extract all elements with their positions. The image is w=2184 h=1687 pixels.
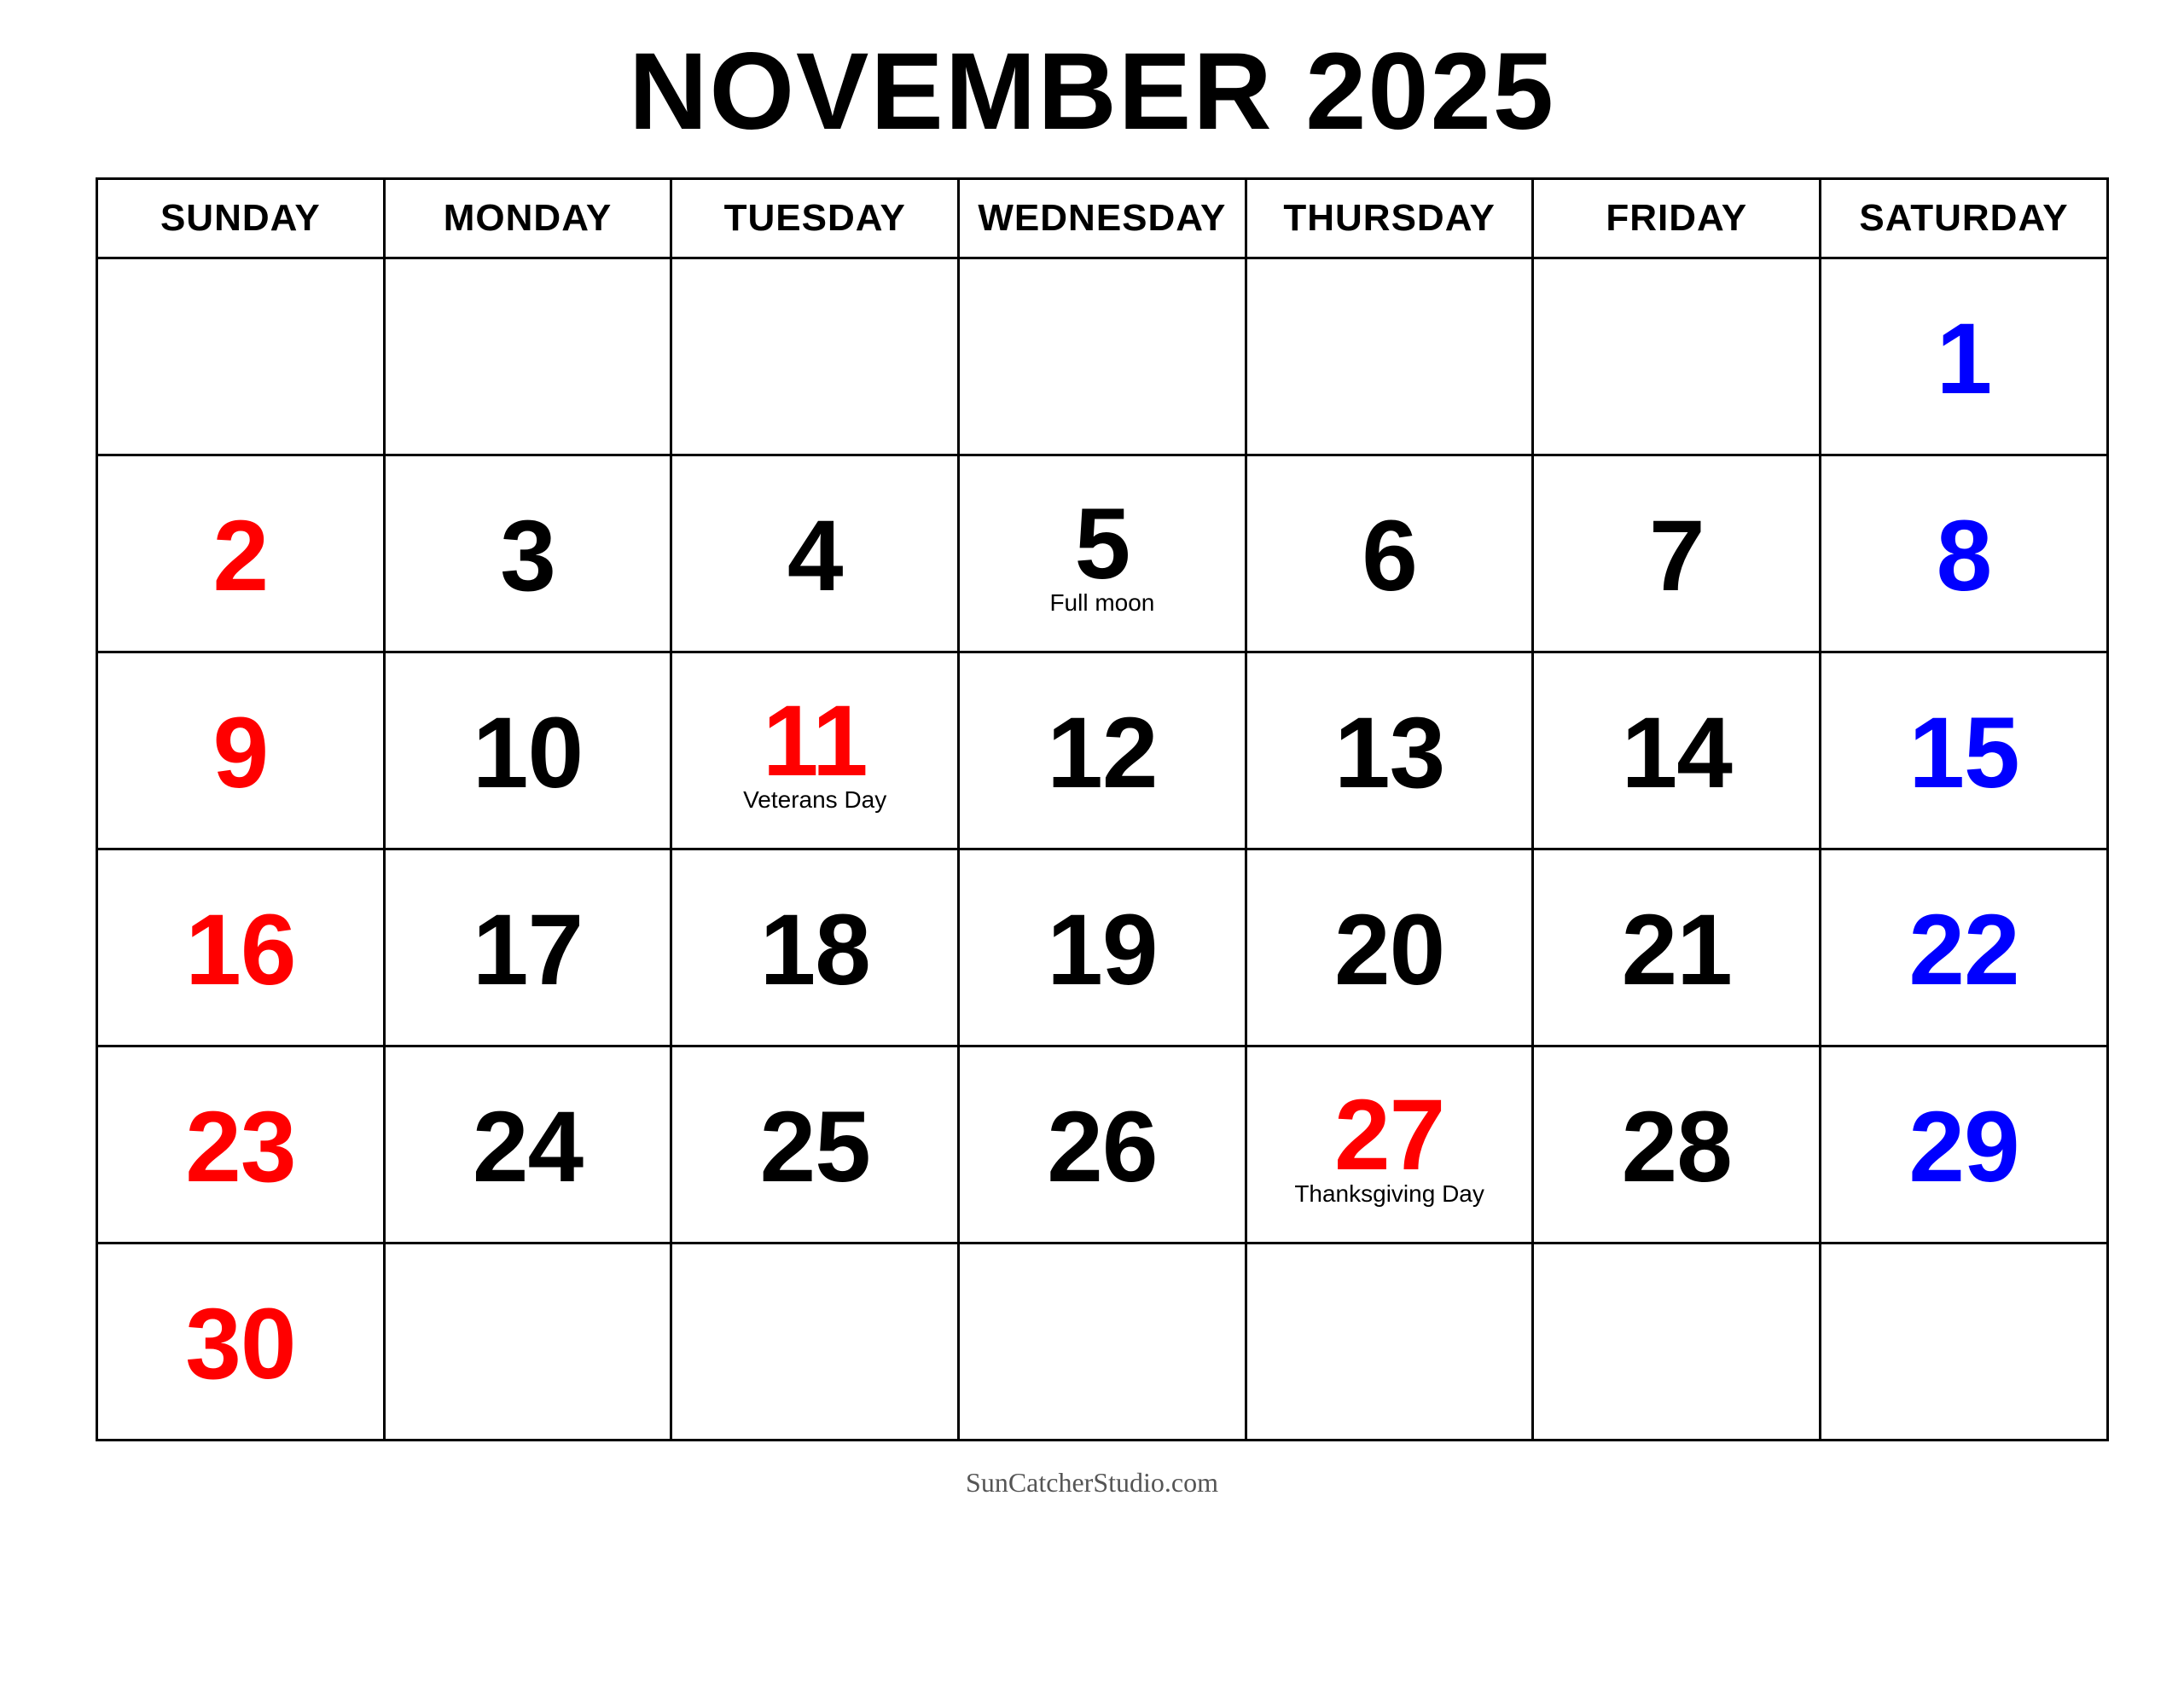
calendar-empty-cell [384,258,671,455]
day-cell-content [1821,1244,2106,1439]
day-cell-content [386,1047,671,1242]
day-cell-content [386,259,671,454]
calendar-empty-cell [959,258,1246,455]
calendar-day-cell[interactable] [959,455,1246,652]
calendar-day-cell[interactable] [1821,849,2108,1046]
calendar-empty-cell [671,258,959,455]
calendar-day-cell[interactable] [384,849,671,1046]
calendar-day-cell[interactable] [97,652,385,849]
day-cell-content [960,1244,1245,1439]
weekday-header-sunday: SUNDAY [97,179,385,258]
calendar-day-cell[interactable] [959,1046,1246,1244]
calendar-empty-cell [959,1244,1246,1441]
day-cell-content [1534,653,1819,848]
day-cell-content [672,653,957,848]
day-number: 3 [500,499,555,612]
calendar-week-row [97,849,2108,1046]
day-number: 17 [472,893,584,1006]
day-cell-content [672,850,957,1045]
calendar-week-row [97,652,2108,849]
day-number: 6 [1362,499,1417,612]
day-number: 11 [762,684,868,797]
day-number: 30 [185,1287,296,1400]
day-cell-content [98,259,383,454]
calendar-week-row [97,455,2108,652]
calendar-empty-cell [1246,1244,1533,1441]
day-cell-content [1534,1244,1819,1439]
weekday-header-thursday: THURSDAY [1246,179,1533,258]
day-number: 12 [1047,696,1158,809]
day-cell-content [1534,1047,1819,1242]
day-cell-content [1534,259,1819,454]
day-cell-content [1534,850,1819,1045]
day-cell-content [386,456,671,651]
day-cell-content [1534,456,1819,651]
day-cell-content [960,850,1245,1045]
day-cell-content [960,1047,1245,1242]
calendar-day-cell[interactable] [97,455,385,652]
day-number: 16 [185,893,296,1006]
calendar-day-cell[interactable] [959,849,1246,1046]
day-event-label: Thanksgiving Day [1294,1180,1484,1208]
day-number: 1 [1936,302,1992,415]
day-number: 22 [1908,893,2019,1006]
calendar-day-cell[interactable] [1246,1046,1533,1244]
weekday-header-friday: FRIDAY [1533,179,1821,258]
day-cell-content [672,1244,957,1439]
calendar-day-cell[interactable] [1821,652,2108,849]
day-number: 27 [1333,1078,1445,1191]
day-number: 10 [472,696,584,809]
calendar-day-cell[interactable] [671,1046,959,1244]
weekday-header-monday: MONDAY [384,179,671,258]
calendar-table [96,177,2109,1441]
day-cell-content [960,259,1245,454]
day-cell-content [960,653,1245,848]
day-number: 24 [472,1090,584,1203]
day-number: 25 [759,1090,870,1203]
calendar-day-cell[interactable] [97,1244,385,1441]
day-cell-content [1247,1244,1532,1439]
calendar-day-cell[interactable] [1533,849,1821,1046]
day-number: 20 [1333,893,1445,1006]
day-number: 29 [1908,1090,2019,1203]
weekday-header-row [97,179,2108,258]
day-event-label: Veterans Day [743,786,887,814]
calendar-day-cell[interactable] [384,455,671,652]
day-cell-content [386,850,671,1045]
day-number: 26 [1047,1090,1158,1203]
day-cell-content [386,1244,671,1439]
calendar-empty-cell [1533,258,1821,455]
day-cell-content [672,456,957,651]
day-number: 28 [1621,1090,1732,1203]
calendar-day-cell[interactable] [1246,652,1533,849]
day-number: 14 [1621,696,1732,809]
day-number: 8 [1936,499,1992,612]
day-number: 15 [1908,696,2019,809]
calendar-day-cell[interactable] [1533,1046,1821,1244]
day-cell-content [1821,1047,2106,1242]
calendar-day-cell[interactable] [384,652,671,849]
calendar-day-cell[interactable] [97,849,385,1046]
calendar-day-cell[interactable] [1533,652,1821,849]
calendar-day-cell[interactable] [671,849,959,1046]
calendar-day-cell[interactable] [671,652,959,849]
day-number: 23 [185,1090,296,1203]
calendar-day-cell[interactable] [1821,258,2108,455]
calendar-day-cell[interactable] [1246,849,1533,1046]
footer-credit: SunCatcherStudio.com [966,1467,1218,1498]
day-cell-content [1821,259,2106,454]
weekday-header-saturday: SATURDAY [1821,179,2108,258]
day-cell-content [1247,259,1532,454]
day-cell-content [1821,850,2106,1045]
day-cell-content [1821,456,2106,651]
calendar-body [97,258,2108,1441]
day-cell-content [1247,1047,1532,1242]
calendar-empty-cell [1246,258,1533,455]
day-cell-content [1247,456,1532,651]
day-cell-content [98,653,383,848]
day-number: 19 [1047,893,1158,1006]
calendar-empty-cell [97,258,385,455]
page-title: NOVEMBER 2025 [629,31,1555,153]
calendar-week-row [97,1244,2108,1441]
calendar-day-cell[interactable] [1246,455,1533,652]
day-number: 13 [1333,696,1445,809]
calendar-week-row [97,1046,2108,1244]
calendar-day-cell[interactable] [384,1046,671,1244]
calendar-empty-cell [1533,1244,1821,1441]
day-number: 21 [1621,893,1732,1006]
day-number: 2 [212,499,269,612]
day-number: 4 [787,499,843,612]
day-cell-content [672,1047,957,1242]
day-number: 7 [1648,499,1705,612]
day-cell-content [98,850,383,1045]
calendar-empty-cell [1821,1244,2108,1441]
day-cell-content [960,456,1245,651]
day-cell-content [1247,850,1532,1045]
calendar-day-cell[interactable] [671,455,959,652]
day-number: 18 [759,893,870,1006]
day-cell-content [98,1244,383,1439]
day-event-label: Full moon [1049,589,1155,617]
calendar-day-cell[interactable] [97,1046,385,1244]
day-number: 5 [1074,487,1130,600]
calendar-container [96,177,2088,1441]
calendar-empty-cell [671,1244,959,1441]
calendar-day-cell[interactable] [1821,455,2108,652]
weekday-header-wednesday: WEDNESDAY [959,179,1246,258]
day-number: 9 [212,696,269,809]
calendar-day-cell[interactable] [1821,1046,2108,1244]
day-cell-content [1247,653,1532,848]
calendar-day-cell[interactable] [959,652,1246,849]
calendar-day-cell[interactable] [1533,455,1821,652]
day-cell-content [98,1047,383,1242]
day-cell-content [1821,653,2106,848]
day-cell-content [672,259,957,454]
calendar-week-row [97,258,2108,455]
day-cell-content [386,653,671,848]
day-cell-content [98,456,383,651]
weekday-header-tuesday: TUESDAY [671,179,959,258]
calendar-empty-cell [384,1244,671,1441]
